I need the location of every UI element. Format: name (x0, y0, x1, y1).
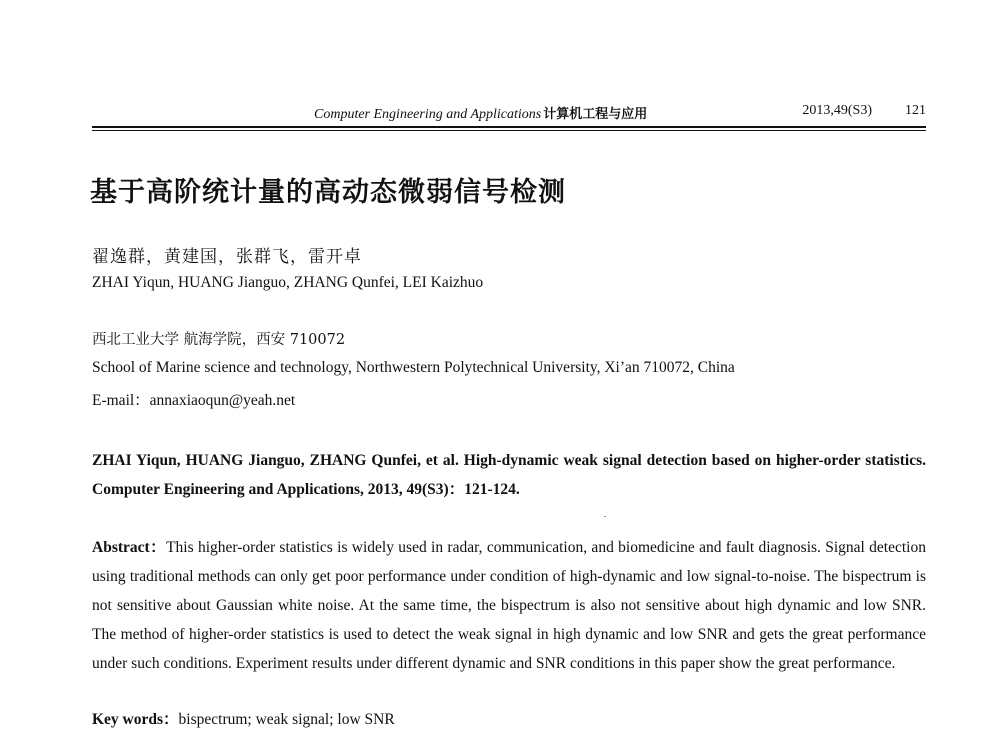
scan-speck (604, 516, 606, 517)
keywords-label: Key words： (92, 711, 179, 728)
authors-en: ZHAI Yiqun, HUANG Jianguo, ZHANG Qunfei, LEI Kaizhuo (92, 274, 484, 291)
journal-name-en: Computer Engineering and Applications (314, 107, 542, 122)
header-rule-thick (92, 126, 926, 128)
email: E-mail：annaxiaoqun@yeah.net (92, 392, 296, 409)
abstract (92, 533, 926, 678)
issue-info: 2013,49(S3) (802, 103, 872, 118)
abstract-text: This higher-order statistics is widely used in radar, communication, and biomedicine and fault diagnosis. Signal detection using traditional methods can only get poor performance under condition of high-dynamic and low signal-to-noise. The bispectrum is not sensitive about Gaussian white noise. At the same time, the bispectrum is also not sensitive about high dynamic and low SNR. The method of higher-order statistics is used to detect the weak signal in high dynamic and low SNR and gets the great performance under such conditions. Experiment results under different dynamic and SNR conditions in this paper show the great performance. (92, 539, 926, 672)
citation: ZHAI Yiqun, HUANG Jianguo, ZHANG Qunfei, et al. High-dynamic weak signal detection based on higher-order statistics. Computer Engineering and Applications, 2013, 49(S3)：121-124. (92, 452, 926, 498)
abstract-label: Abstract： (92, 539, 167, 556)
header-rule-thin (92, 130, 926, 131)
affiliation-cn: 西北工业大学 航海学院，西安 710072 (92, 332, 346, 348)
keywords (92, 707, 395, 729)
running-header (92, 103, 926, 125)
affiliation-en: School of Marine science and technology, Northwestern Polytechnical University, Xi’an 710072, China (92, 359, 735, 376)
page-number: 121 (905, 103, 926, 118)
paper-title: 基于高阶统计量的高动态微弱信号检测 (90, 177, 566, 208)
journal-name (314, 103, 647, 123)
journal-name-cn: 计算机工程与应用 (543, 107, 648, 122)
keywords-text: bispectrum; weak signal; low SNR (178, 711, 395, 728)
authors-cn: 翟逸群，黄建国，张群飞，雷开卓 (92, 247, 362, 267)
